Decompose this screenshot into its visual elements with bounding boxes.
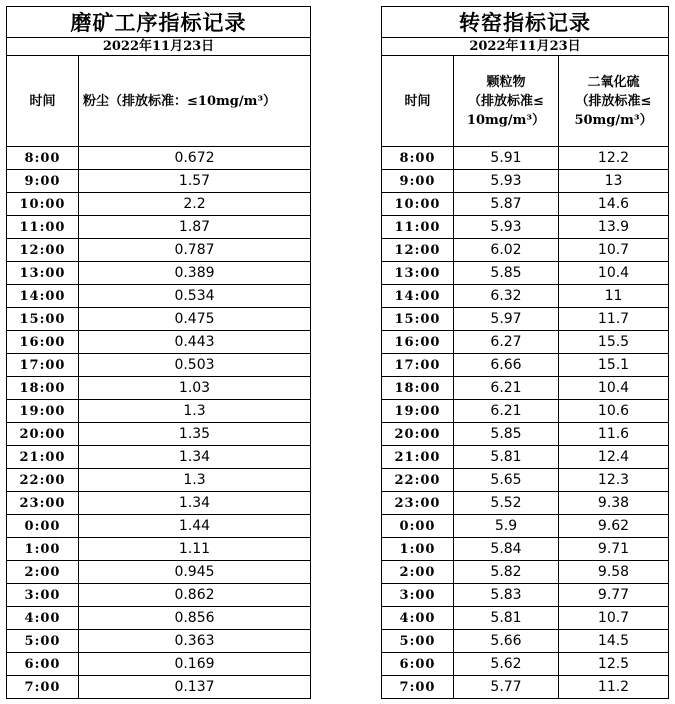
- time-cell: 22:00: [382, 469, 454, 492]
- dust-value-cell: 0.787: [79, 239, 311, 262]
- time-cell: 14:00: [7, 285, 79, 308]
- time-cell: 10:00: [7, 193, 79, 216]
- dust-value-cell: 1.34: [79, 492, 311, 515]
- time-cell: 11:00: [382, 216, 454, 239]
- time-cell: 3:00: [7, 584, 79, 607]
- table-row: [7, 584, 311, 607]
- particulate-value-cell: 5.97: [454, 308, 559, 331]
- header-time: 时间: [382, 56, 454, 147]
- time-cell: 2:00: [7, 561, 79, 584]
- time-cell: 2:00: [382, 561, 454, 584]
- particulate-value-cell: 5.77: [454, 676, 559, 699]
- time-cell: 17:00: [382, 354, 454, 377]
- dust-value-cell: 1.34: [79, 446, 311, 469]
- table-row: [7, 538, 311, 561]
- table-row: [7, 446, 311, 469]
- table-row: [7, 492, 311, 515]
- header-dust: 粉尘（排放标准：≤10mg/m³）: [79, 56, 311, 147]
- table-row: [7, 515, 311, 538]
- table-row: [382, 308, 669, 331]
- table-row: [382, 216, 669, 239]
- particulate-value-cell: 5.52: [454, 492, 559, 515]
- particulate-value-cell: 6.21: [454, 400, 559, 423]
- table-row: [382, 170, 669, 193]
- dust-value-cell: 1.35: [79, 423, 311, 446]
- so2-value-cell: 12.5: [559, 653, 669, 676]
- time-cell: 6:00: [7, 653, 79, 676]
- time-cell: 21:00: [7, 446, 79, 469]
- dust-value-cell: 1.44: [79, 515, 311, 538]
- particulate-value-cell: 5.62: [454, 653, 559, 676]
- so2-value-cell: 9.77: [559, 584, 669, 607]
- so2-value-cell: 11.2: [559, 676, 669, 699]
- header-so2: [559, 56, 669, 147]
- so2-value-cell: 13: [559, 170, 669, 193]
- time-cell: 18:00: [7, 377, 79, 400]
- dust-value-cell: 0.169: [79, 653, 311, 676]
- table-row: [382, 262, 669, 285]
- table-row: [7, 653, 311, 676]
- time-cell: 21:00: [382, 446, 454, 469]
- table-row: [7, 377, 311, 400]
- time-cell: 6:00: [382, 653, 454, 676]
- time-cell: 20:00: [382, 423, 454, 446]
- so2-value-cell: 11.6: [559, 423, 669, 446]
- so2-value-cell: 10.4: [559, 262, 669, 285]
- time-cell: 23:00: [7, 492, 79, 515]
- so2-value-cell: 10.6: [559, 400, 669, 423]
- time-cell: 9:00: [382, 170, 454, 193]
- so2-value-cell: 12.3: [559, 469, 669, 492]
- so2-value-cell: 13.9: [559, 216, 669, 239]
- header-so2-line1: 二氧化硫: [587, 74, 640, 90]
- particulate-value-cell: 6.02: [454, 239, 559, 262]
- time-cell: 0:00: [7, 515, 79, 538]
- particulate-value-cell: 5.65: [454, 469, 559, 492]
- so2-value-cell: 10.4: [559, 377, 669, 400]
- table-row: [382, 676, 669, 699]
- table-row: [382, 561, 669, 584]
- dust-value-cell: 1.11: [79, 538, 311, 561]
- particulate-value-cell: 5.83: [454, 584, 559, 607]
- table-row: [382, 285, 669, 308]
- time-cell: 10:00: [382, 193, 454, 216]
- table-row: [382, 538, 669, 561]
- dust-value-cell: 0.363: [79, 630, 311, 653]
- table-row: [7, 308, 311, 331]
- time-cell: 19:00: [7, 400, 79, 423]
- header-so2-line3: 50mg/m³）: [574, 112, 653, 128]
- so2-value-cell: 9.62: [559, 515, 669, 538]
- time-cell: 13:00: [382, 262, 454, 285]
- table-row: [7, 331, 311, 354]
- so2-value-cell: 12.4: [559, 446, 669, 469]
- dust-value-cell: 0.672: [79, 147, 311, 170]
- so2-value-cell: 14.6: [559, 193, 669, 216]
- dust-value-cell: 0.443: [79, 331, 311, 354]
- table-row: [382, 515, 669, 538]
- particulate-value-cell: 5.93: [454, 216, 559, 239]
- header-particulate-line1: 颗粒物: [486, 74, 526, 90]
- header-time: 时间: [7, 56, 79, 147]
- dust-value-cell: 2.2: [79, 193, 311, 216]
- dust-value-cell: 1.03: [79, 377, 311, 400]
- time-cell: 1:00: [7, 538, 79, 561]
- table-row: [7, 630, 311, 653]
- time-cell: 7:00: [382, 676, 454, 699]
- table-row: [7, 676, 311, 699]
- particulate-value-cell: 5.81: [454, 446, 559, 469]
- kiln-table-title: 转窑指标记录: [382, 7, 669, 38]
- kiln-table-date: 2022年11月23日: [382, 38, 669, 56]
- time-cell: 7:00: [7, 676, 79, 699]
- table-row: [7, 354, 311, 377]
- dust-value-cell: 1.3: [79, 469, 311, 492]
- time-cell: 4:00: [7, 607, 79, 630]
- time-cell: 15:00: [7, 308, 79, 331]
- table-row: [7, 469, 311, 492]
- particulate-value-cell: 5.85: [454, 262, 559, 285]
- time-cell: 8:00: [382, 147, 454, 170]
- dust-value-cell: 0.389: [79, 262, 311, 285]
- particulate-value-cell: 5.81: [454, 607, 559, 630]
- particulate-value-cell: 6.32: [454, 285, 559, 308]
- time-cell: 19:00: [382, 400, 454, 423]
- so2-value-cell: 14.5: [559, 630, 669, 653]
- time-cell: 13:00: [7, 262, 79, 285]
- time-cell: 23:00: [382, 492, 454, 515]
- time-cell: 22:00: [7, 469, 79, 492]
- table-row: [382, 653, 669, 676]
- time-cell: 8:00: [7, 147, 79, 170]
- time-cell: 3:00: [382, 584, 454, 607]
- dust-value-cell: 1.87: [79, 216, 311, 239]
- header-particulate-line2: （排放标准≤: [468, 93, 544, 109]
- table-row: [382, 607, 669, 630]
- particulate-value-cell: 5.66: [454, 630, 559, 653]
- header-particulate-line3: 10mg/m³）: [466, 112, 546, 128]
- time-cell: 5:00: [7, 630, 79, 653]
- table-row: [7, 193, 311, 216]
- table-row: [382, 377, 669, 400]
- table-row: [7, 423, 311, 446]
- time-cell: 4:00: [382, 607, 454, 630]
- time-cell: 15:00: [382, 308, 454, 331]
- table-row: [382, 492, 669, 515]
- time-cell: 11:00: [7, 216, 79, 239]
- table-row: [7, 216, 311, 239]
- dust-value-cell: 0.475: [79, 308, 311, 331]
- so2-value-cell: 11.7: [559, 308, 669, 331]
- time-cell: 16:00: [7, 331, 79, 354]
- grinding-table-date: 2022年11月23日: [7, 38, 311, 56]
- table-row: [7, 239, 311, 262]
- dust-value-cell: 0.503: [79, 354, 311, 377]
- table-row: [382, 354, 669, 377]
- table-row: [7, 561, 311, 584]
- time-cell: 1:00: [382, 538, 454, 561]
- table-row: [382, 446, 669, 469]
- kiln-table: [381, 6, 669, 699]
- table-row: [382, 147, 669, 170]
- time-cell: 14:00: [382, 285, 454, 308]
- table-row: [382, 584, 669, 607]
- time-cell: 9:00: [7, 170, 79, 193]
- dust-value-cell: 1.3: [79, 400, 311, 423]
- header-particulate: [454, 56, 559, 147]
- so2-value-cell: 10.7: [559, 607, 669, 630]
- dust-value-cell: 0.945: [79, 561, 311, 584]
- table-row: [382, 400, 669, 423]
- time-cell: 17:00: [7, 354, 79, 377]
- table-row: [382, 423, 669, 446]
- dust-value-cell: 0.137: [79, 676, 311, 699]
- so2-value-cell: 9.71: [559, 538, 669, 561]
- particulate-value-cell: 6.66: [454, 354, 559, 377]
- particulate-value-cell: 5.84: [454, 538, 559, 561]
- time-cell: 12:00: [382, 239, 454, 262]
- grinding-table-title: 磨矿工序指标记录: [7, 7, 311, 38]
- grinding-process-table: [6, 6, 311, 699]
- so2-value-cell: 11: [559, 285, 669, 308]
- so2-value-cell: 9.38: [559, 492, 669, 515]
- dust-value-cell: 0.534: [79, 285, 311, 308]
- time-cell: 5:00: [382, 630, 454, 653]
- so2-value-cell: 9.58: [559, 561, 669, 584]
- particulate-value-cell: 5.9: [454, 515, 559, 538]
- table-row: [7, 170, 311, 193]
- time-cell: 12:00: [7, 239, 79, 262]
- table-row: [7, 262, 311, 285]
- so2-value-cell: 15.5: [559, 331, 669, 354]
- particulate-value-cell: 5.91: [454, 147, 559, 170]
- table-row: [7, 607, 311, 630]
- time-cell: 20:00: [7, 423, 79, 446]
- particulate-value-cell: 5.87: [454, 193, 559, 216]
- table-row: [382, 193, 669, 216]
- particulate-value-cell: 5.93: [454, 170, 559, 193]
- time-cell: 0:00: [382, 515, 454, 538]
- header-so2-line2: （排放标准≤: [575, 93, 652, 109]
- time-cell: 18:00: [382, 377, 454, 400]
- dust-value-cell: 0.862: [79, 584, 311, 607]
- particulate-value-cell: 6.27: [454, 331, 559, 354]
- dust-value-cell: 0.856: [79, 607, 311, 630]
- dust-value-cell: 1.57: [79, 170, 311, 193]
- particulate-value-cell: 5.82: [454, 561, 559, 584]
- so2-value-cell: 12.2: [559, 147, 669, 170]
- so2-value-cell: 15.1: [559, 354, 669, 377]
- particulate-value-cell: 6.21: [454, 377, 559, 400]
- table-row: [7, 285, 311, 308]
- time-cell: 16:00: [382, 331, 454, 354]
- table-row: [382, 630, 669, 653]
- table-row: [7, 147, 311, 170]
- table-row: [382, 239, 669, 262]
- particulate-value-cell: 5.85: [454, 423, 559, 446]
- so2-value-cell: 10.7: [559, 239, 669, 262]
- table-row: [382, 469, 669, 492]
- table-row: [382, 331, 669, 354]
- table-row: [7, 400, 311, 423]
